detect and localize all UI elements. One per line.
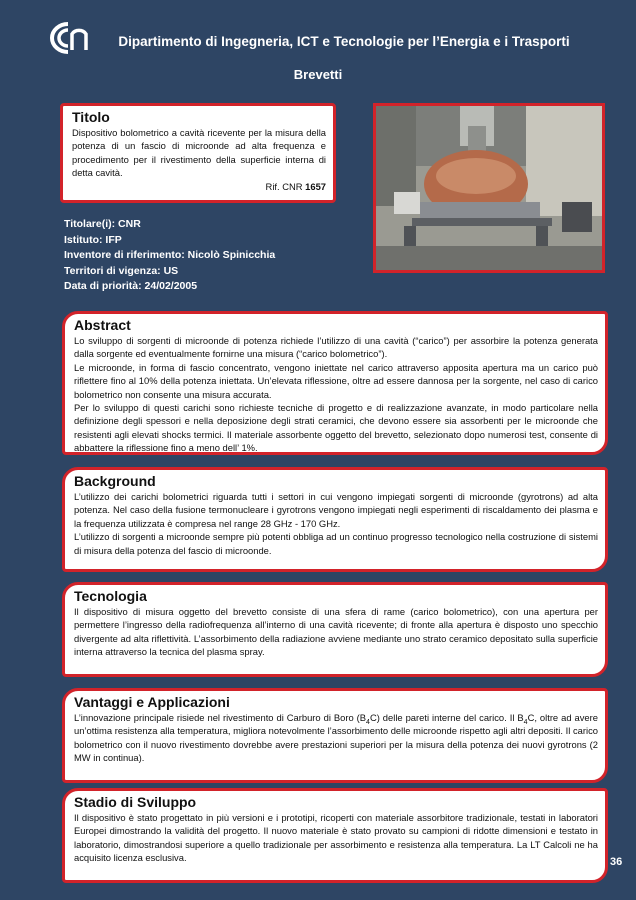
ref-number: 1657 xyxy=(305,180,326,192)
tecnologia-heading: Tecnologia xyxy=(74,588,147,604)
vantaggi-t2: C) delle pareti interne del carico. Il B xyxy=(369,712,524,723)
tecnologia-box xyxy=(62,582,608,677)
abstract-p1: Lo sviluppo di sorgenti di microonde di potenza richiede l’utilizzo di una cavità (“carico”) per assorbire la potenza generata dalla sorgente ed eventualmente fornirne una misura (“carico bolometrico”). xyxy=(74,335,598,360)
vantaggi-heading: Vantaggi e Applicazioni xyxy=(74,694,230,710)
background-p2: L’utilizzo di sorgenti a microonde sempre più potenti obbliga ad un continuo progresso tecnologico nella costruzione di sistemi di misura della potenza del fascio di microonde. xyxy=(74,531,598,556)
stadio-box xyxy=(62,788,608,883)
reference xyxy=(72,180,326,193)
ref-label: Rif. CNR xyxy=(265,180,303,192)
device-photo xyxy=(373,103,605,273)
vantaggi-text xyxy=(74,711,598,765)
istituto: Istituto: IFP xyxy=(64,233,122,246)
vantaggi-t1: L’innovazione principale risiede nel rivestimento di Carburo di Boro (B xyxy=(74,712,367,723)
data-priorita: Data di priorità: 24/02/2005 xyxy=(64,280,198,293)
inventore: Inventore di riferimento: Nicolò Spinicchia xyxy=(64,249,276,262)
background-box xyxy=(62,467,608,572)
vantaggi-box xyxy=(62,688,608,783)
abstract-box xyxy=(62,311,608,455)
bolometer-photo-image xyxy=(376,106,602,270)
abstract-heading: Abstract xyxy=(74,317,131,333)
territori: Territori di vigenza: US xyxy=(64,264,179,277)
department-title: Dipartimento di Ingegneria, ICT e Tecnologie per l’Energia e i Trasporti xyxy=(118,34,570,49)
vantaggi-sub1: 4 xyxy=(366,718,370,726)
vantaggi-sub2: 4 xyxy=(523,718,528,726)
titolare: Titolare(i): CNR xyxy=(64,218,141,230)
titolo-heading: Titolo xyxy=(72,109,110,125)
titolo-text: Dispositivo bolometrico a cavità ricevente per la misura della potenza di un fascio di microonde ad alta frequenza e procedimento per il rivestimento della superficie interna di detta cavità. xyxy=(72,127,326,179)
patent-info xyxy=(64,217,275,295)
vantaggi-t3: C, oltre ad avere un’ottima resistenza alla temperatura, migliora notevolmente l’assorbimento delle microonde rispetto agli altri depositi. Il carico bolometrico con il nuovo rivestimento dovrebbe avere prestazioni superiori per la misura della potenza dei nuovi gyrotrons (2 MW in continua). xyxy=(74,712,598,764)
section-subtitle: Brevetti xyxy=(293,67,343,82)
tecnologia-p1: Il dispositivo di misura oggetto del brevetto consiste di una sfera di rame (carico bolometrico), con una apertura per permettere l’ingresso della radiofrequenza all’interno di una cavità ricevente; di fronte alla apertura è disposto uno specchio divergente ad alta riflettività. L’assorbimento della radiazione avviene mediante uno strato ceramico depositato sulla superficie interna attraverso la tecnica del plasma spray. xyxy=(74,606,598,658)
abstract-p2: Le microonde, in forma di fascio concentrato, vengono iniettate nel carico attraverso apposita apertura ma un carico può riflettere fino al 10% della potenza iniettata. Un’elevata riflessione, oltre ad essere dannosa per la sorgente, nel caso di carico bolometrico non consente una misura accurata. xyxy=(74,361,598,400)
titolo-box xyxy=(60,103,336,203)
background-heading: Background xyxy=(74,473,156,489)
background-p1: L’utilizzo dei carichi bolometrici riguarda tutti i settori in cui vengono impiegati sorgenti di microonde (gyrotrons) ad alta potenza. Nel caso della fusione termonucleare i gyrotrons vengono impiegati negli esperimenti di riscaldamento dei plasma e la frequenza utilizzata è compresa nel range 28 GHz - 170 GHz. xyxy=(74,491,598,529)
stadio-heading: Stadio di Sviluppo xyxy=(74,794,197,810)
abstract-p3: Per lo sviluppo di questi carichi sono richieste tecniche di progetto e di realizzazione avanzate, in modo particolare nella definizione degli spessori e nella deposizione degli strati ceramici, che devono essere sia assorbenti per le microonde che resistenti agli elevati shocks termici. Il materiale assorbente oggetto del brevetto, selezionato dopo numerosi test, consente di abbattere la riflessione fino a meno dell’ 1%. xyxy=(74,402,598,454)
page-number: 36 xyxy=(610,856,623,868)
stadio-p1: Il dispositivo è stato progettato in più versioni e i prototipi, ricoperti con materiale assorbitore tradizionale, testati in laboratori Europei dimostrando la validità del progetto. Il nuovo materiale è stato provato su campioni di ridotte dimensioni e testato in laboratorio, dimostrandosi superiore a quello tradizionale per assorbimento e resistenza alla temperatura. La LT Calcoli ne ha acquisito licenza esclusiva. xyxy=(74,812,598,864)
